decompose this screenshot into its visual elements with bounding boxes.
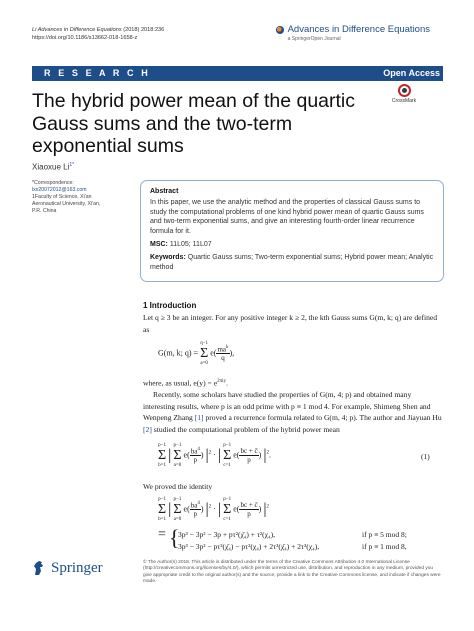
case-line-2: 3p³ − 3p² − pτ²(χ̄₄) − pτ²(χ₄) + 2τ³(χ̄₄) + 2τ³(χ₄), bbox=[178, 542, 320, 551]
where-text: where, as usual, e(y) = e bbox=[143, 378, 218, 388]
keywords-line bbox=[150, 253, 434, 272]
section-heading: 1 Introduction bbox=[143, 301, 197, 310]
keywords-label: Keywords: bbox=[150, 254, 186, 262]
citation-journal: Li Advances in Difference Equations bbox=[32, 27, 122, 33]
abstract-heading: Abstract bbox=[150, 188, 179, 195]
cases-brace: { bbox=[169, 525, 180, 550]
abstract-text: In this paper, we use the analytic method and the properties of classical Gauss sums to study the computational problems of one kind hybrid power mean of quartic Gauss sums and two-term exponential sums, and give an interesting fourth-order linear recurrence formula for it. bbox=[150, 199, 424, 235]
crossmark-badge[interactable] bbox=[384, 84, 424, 104]
citation-header bbox=[32, 26, 164, 42]
where-exponent: 2πiy bbox=[217, 379, 226, 384]
msc-value: 11L05; 11L07 bbox=[169, 241, 212, 249]
affiliation-line: P.R. China bbox=[32, 208, 57, 214]
license-note: © The Author(s) 2018. This article is distributed under the terms of the Creative Commons Attribution 4.0 International License (http://creativecommons.org/licenses/by/4.0/), which permits unrestricted use, distribution, and reproduction in any medium, provided you give appropriate credit to the original author(s) and the source, provide a link to the Creative Commons license, and indicate if changes were made. bbox=[143, 560, 441, 585]
sum-upper-limit: q−1 bbox=[200, 341, 209, 346]
journal-logo-icon bbox=[276, 26, 284, 34]
eq1-lhs: G(m, k; q) = bbox=[158, 348, 199, 358]
msc-label: MSC: bbox=[150, 241, 168, 249]
article-type-label: R E S E A R C H bbox=[44, 68, 151, 78]
springer-horse-icon bbox=[32, 560, 46, 577]
author-affiliation-mark[interactable]: 1* bbox=[69, 162, 75, 168]
where-line: where, as usual, $e(y) = e^{2\pi iy}$. bbox=[143, 378, 228, 388]
eq1-exponent: k bbox=[226, 344, 229, 350]
equals-sign: = bbox=[158, 527, 166, 542]
eq1-denominator: q bbox=[221, 354, 225, 363]
reference-link-1[interactable]: [1] bbox=[194, 413, 204, 422]
p2-text-b: proved a recurrence formula related to G(m, 4; p). The author and Jiayuan Hu bbox=[205, 413, 442, 422]
publisher-name: Springer bbox=[51, 560, 103, 576]
affiliation-line: Aeronautical University, Xi'an, bbox=[32, 201, 101, 207]
proved-line: We proved the identity bbox=[143, 482, 213, 491]
citation-year: (2018) 2018:236 bbox=[123, 27, 165, 33]
hybrid-mean-equation: p−1 Σ b=1 | p−1 Σ a=0 e( $\frac{ba^4}{p}$ ) $|^2$ · | p−1 Σ c=1 e( $\frac{bc + c̄}{p}$ ) $|^2$. bbox=[158, 443, 272, 468]
abstract-box bbox=[140, 180, 444, 282]
affiliation-line: 1Faculty of Science, Xi'an bbox=[32, 194, 92, 200]
case-condition-1: if p ≡ 5 mod 8; bbox=[362, 530, 407, 539]
publisher-logo[interactable] bbox=[32, 560, 103, 577]
journal-name[interactable]: Advances in Difference Equations bbox=[287, 24, 430, 35]
author-line bbox=[32, 162, 74, 172]
sum-lower-limit: a=0 bbox=[200, 361, 208, 366]
crossmark-label: CrossMark bbox=[391, 98, 417, 104]
gauss-sum-equation: G(m, k; q) = q−1 Σ a=0 e( $\frac{ma^k}{q}$ ), bbox=[158, 341, 235, 366]
p2-text-a: Recently, some scholars have studied the properties of G(m, 4; p) and obtained many interesting results, where p is an odd prime with p ≡ 1 mod 4. For example, Shimeng Shen and Wenpeng Zhang bbox=[143, 390, 431, 422]
journal-subtitle: a SpringerOpen Journal bbox=[287, 36, 341, 42]
p2-text-c: studied the computational problem of the hybrid power mean bbox=[153, 424, 340, 434]
author-name: Xiaoxue Li bbox=[32, 162, 70, 172]
correspondence-label: *Correspondence: bbox=[32, 180, 74, 186]
identity-equation: p−1 Σ b=1 | p−1 Σ a=0 e( $\frac{ba^4}{p}$ ) $|^2$ · | p−1 Σ c=1 e( $\frac{bc + c̄}{p}$ ) $|^2$ bbox=[158, 497, 270, 522]
sum-symbol: q−1 Σ a=0 bbox=[200, 341, 209, 366]
correspondence-sidebar bbox=[32, 180, 128, 215]
case-condition-2: if p ≡ 1 mod 8, bbox=[362, 542, 407, 551]
correspondence-email[interactable]: lxx20072012@163.com bbox=[32, 187, 87, 193]
case-line-1: 3p³ − 3p² − 3p + pτ²(χ̄₄) + τ²(χ₄), bbox=[178, 530, 275, 539]
article-title: The hybrid power mean of the quartic Gauss sums and the two-term exponential sums bbox=[32, 90, 356, 157]
intro-paragraph-2 bbox=[143, 389, 443, 435]
crossmark-icon bbox=[398, 84, 411, 97]
eq1-fraction bbox=[216, 345, 229, 362]
keywords-value: Quartic Gauss sums; Two-term exponential sums; Hybrid power mean; Analytic method bbox=[150, 254, 434, 271]
doi-link[interactable]: https://doi.org/10.1186/s13662-018-1658-z bbox=[32, 35, 138, 41]
journal-brand bbox=[276, 24, 430, 42]
open-access-label: Open Access bbox=[383, 68, 440, 78]
equation-number: (1) bbox=[421, 452, 430, 461]
eq1-numerator: ma bbox=[217, 345, 226, 354]
msc-line bbox=[150, 241, 434, 248]
reference-link-2[interactable]: [2] bbox=[143, 424, 152, 434]
intro-paragraph-1: Let q ≥ 3 be an integer. For any positive integer k ≥ 2, the kth Gauss sums G(m, k; q) are defined as bbox=[143, 313, 438, 334]
